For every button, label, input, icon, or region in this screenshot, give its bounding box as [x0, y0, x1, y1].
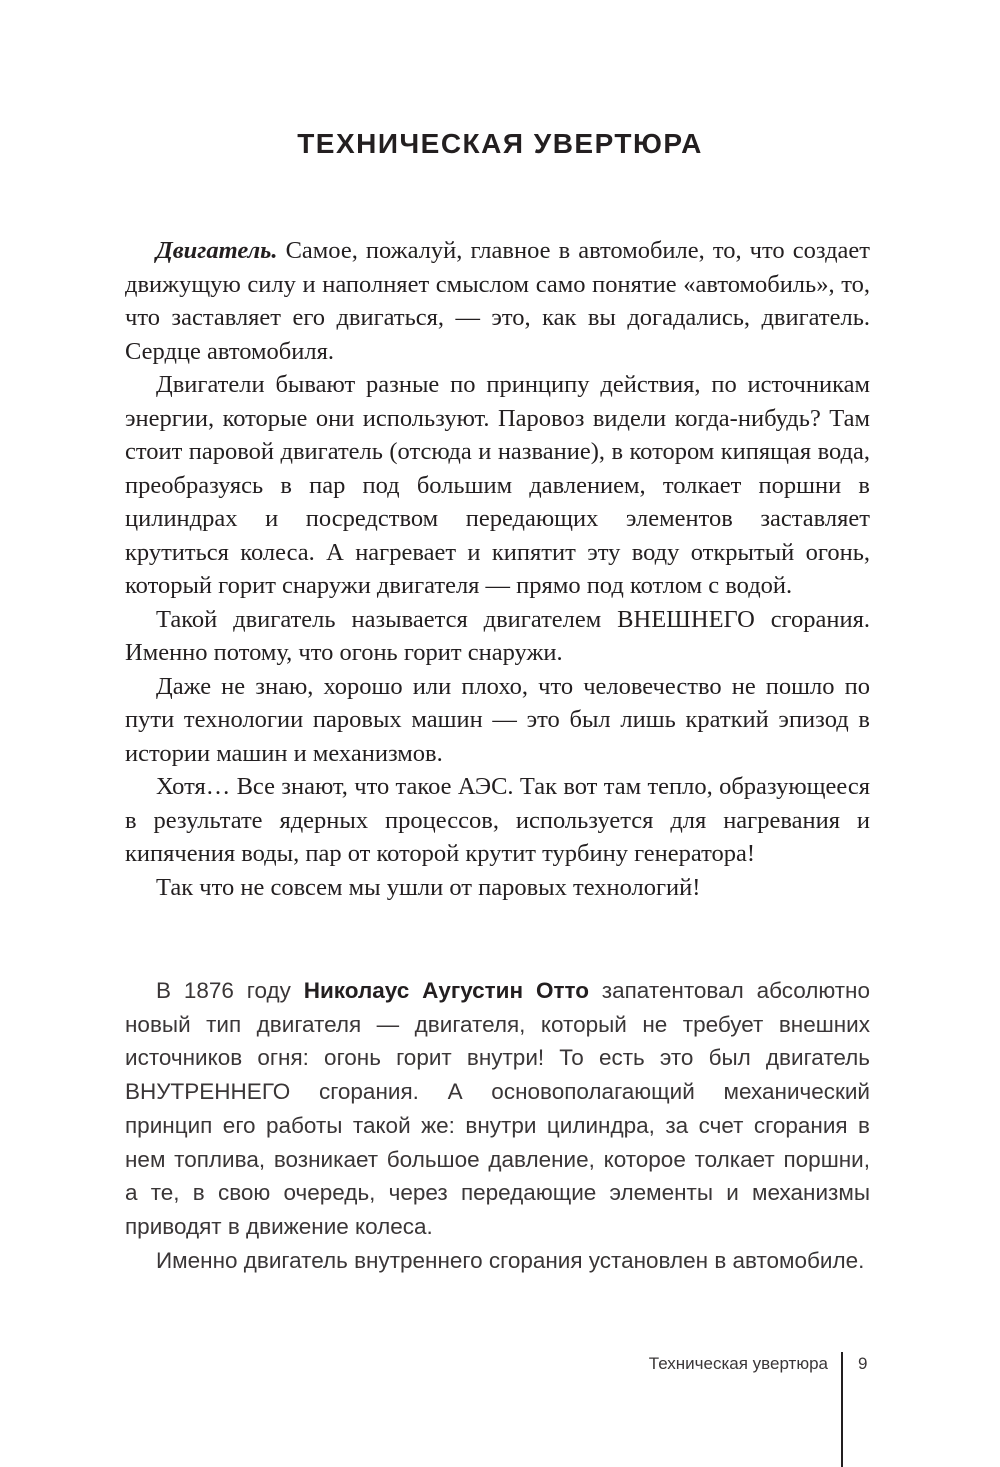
paragraph-steam-history: Даже не знаю, хорошо или плохо, что человечество не пошло по пути технологии паровых машин — это был лишь краткий эпизод в истории машин и механизмов. [125, 672, 870, 767]
footer-divider [841, 1352, 843, 1467]
running-title: Техническая увертюра [648, 1354, 828, 1373]
paragraph-text-before: В 1876 году [156, 978, 304, 1003]
paragraph-steam-conclusion: Так что не совсем мы ушли от паровых технологий! [156, 873, 701, 901]
inventor-name: Николаус Аугустин Отто [303, 978, 589, 1003]
lead-term-engine: Двигатель. [156, 237, 278, 264]
sans-text-section [125, 974, 870, 1277]
paragraph-nuclear-plant: Хотя… Все знают, что такое АЭС. Так вот там тепло, образующееся в результате ядерных процессов, используется для нагревания и кипячения воды, пар от которой крутит турбину генератора! [125, 773, 870, 867]
page-title: ТЕХНИЧЕСКАЯ УВЕРТЮРА [297, 128, 703, 159]
paragraph-internal-combustion: Именно двигатель внутреннего сгорания установлен в автомобиле. [156, 1247, 865, 1273]
paragraph-engine-intro [125, 234, 870, 368]
paragraph-otto-patent [125, 974, 870, 1244]
serif-text-section [125, 234, 870, 904]
paragraph-text: Самое, пожалуй, главное в автомобиле, то, что создает движущую силу и наполняет смыслом само понятие «автомобиль», то, что заставляет его двигаться, — это, как вы догадались, двигатель. Сердце автомобиля. [125, 237, 870, 365]
paragraph-text-after: запатентовал абсолютно новый тип двигателя — двигателя, который не требует внешних источников огня: огонь горит внутри! То есть это был двигатель ВНУТРЕННЕГО сгорания. А основополагающий механический принцип его работы такой же: внутри цилиндра, за счет сгорания в нем топлива, возникает большое давление, которое толкает поршни, а те, в свою очередь, через передающие элементы и механизмы приводят в движение колеса. [125, 978, 870, 1239]
paragraph-engine-types: Двигатели бывают разные по принципу действия, по источникам энергии, которые они используют. Паровоз видели когда-нибудь? Там стоит паровой двигатель (отсюда и название), в котором кипящая вода, преобразуясь в пар под большим давлением, толкает поршни в цилиндрах и посредством передающих элементов заставляет крутиться колеса. А нагревает и кипятит эту воду открытый огонь, который горит снаружи двигателя — прямо под котлом с водой. [125, 371, 870, 599]
page-number: 9 [858, 1354, 868, 1373]
paragraph-external-combustion: Такой двигатель называется двигателем ВНЕШНЕГО сгорания. Именно потому, что огонь горит снаружи. [125, 605, 870, 666]
